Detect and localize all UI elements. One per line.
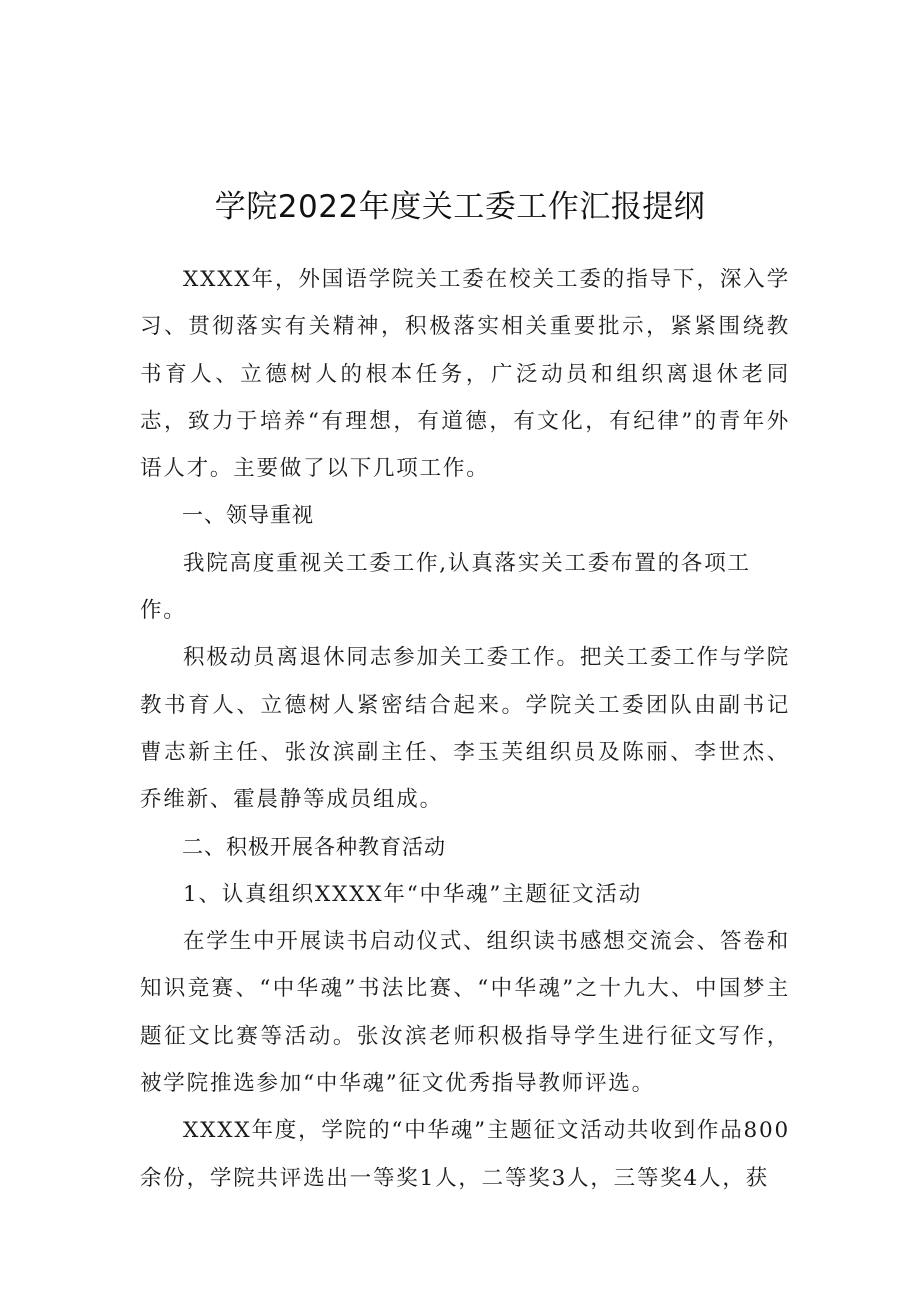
section-1-heading: 一、领导重视 <box>182 503 314 528</box>
document-title: 学院2022年度关工委工作汇报提纲 <box>214 188 706 225</box>
intro-paragraph: XXXX年，外国语学院关工委在校关工委的指导下，深入学习、贯彻落实有关精神，积极落实相关重要批示，紧紧围绕教书育人、立德树人的根本任务，广泛动员和组织离退休老同志，致力于培养“有理想，有道德，有文化，有纪律”的青年外语人才。主要做了以下几项工作。 <box>140 267 790 482</box>
section-1-paragraph-1: 我院高度重视关工委工作,认真落实关工委布置的各项工作。 <box>140 550 751 624</box>
document-body <box>140 256 790 1202</box>
section-2-paragraph-2: XXXX年度，学院的“中华魂”主题征文活动共收到作品800余份，学院共评选出一等奖1人，二等奖3人，三等奖4人，获 <box>140 1118 790 1191</box>
section-2-heading: 二、积极开展各种教育活动 <box>182 834 446 859</box>
section-1-paragraph-2: 积极动员离退休同志参加关工委工作。把关工委工作与学院教书育人、立德树人紧密结合起来。学院关工委团队由副书记曹志新主任、张汝滨副主任、李玉芙组织员及陈丽、李世杰、乔维新、霍晨静等成员组成。 <box>140 645 790 813</box>
section-2-paragraph-1: 在学生中开展读书启动仪式、组织读书感想交流会、答卷和知识竞赛、“中华魂”书法比赛、“中华魂”之十九大、中国梦主题征文比赛等活动。张汝滨老师积极指导学生进行征文写作，被学院推选参加“中华魂”征文优秀指导教师评选。 <box>140 929 790 1097</box>
section-2-subheading: 1、认真组织XXXX年“中华魂”主题征文活动 <box>183 881 642 907</box>
